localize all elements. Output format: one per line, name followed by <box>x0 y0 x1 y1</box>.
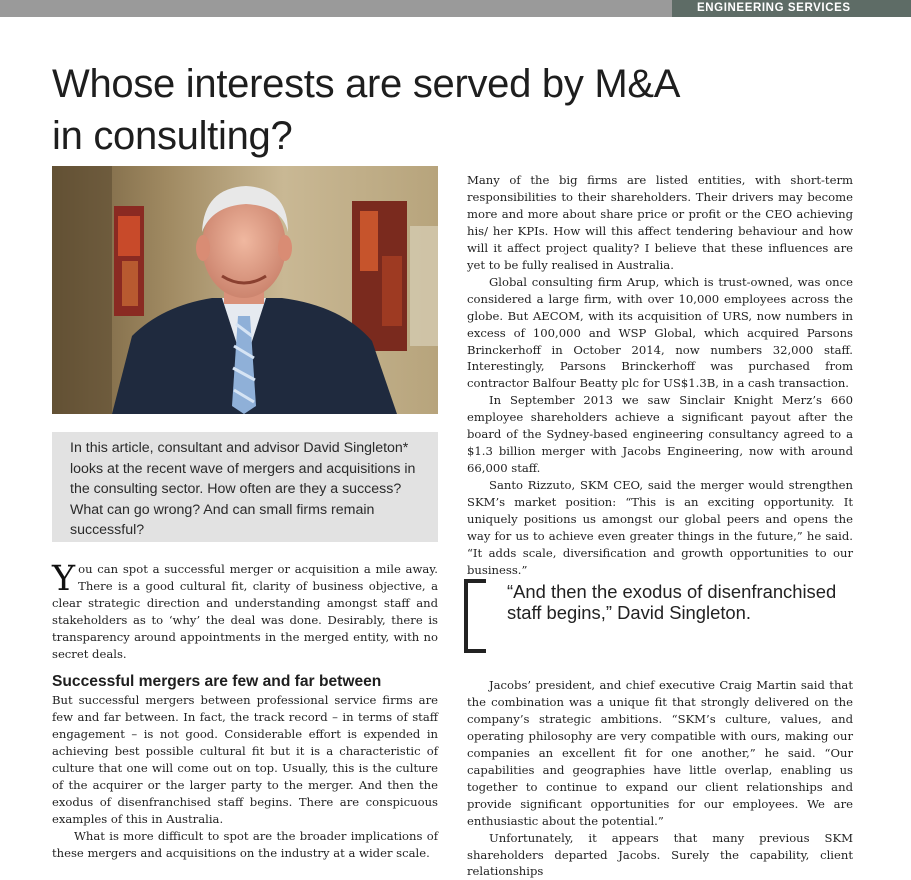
body-paragraph: In September 2013 we saw Sinclair Knight Merz’s 660 employee shareholders achieve a significant payout after the board of the Sydney-based engineering consultancy agreed to a $1.3 billion merger with Jacobs Engineering, now with around 66,000 staff. <box>467 393 853 476</box>
lead-text: ou can spot a successful merger or acquisition a mile away. There is a good cultural fit, clarity of business objective, a clear strategic direction and understanding amongst staff and stakeholders as to ‘why’ the deal was done. Desirably, there is transparency around appointments in the merged entity, with no secret deals. <box>52 562 438 661</box>
pull-quote <box>464 577 856 661</box>
right-column-body-bottom <box>467 677 853 880</box>
left-column-body <box>52 692 438 862</box>
title-line-1: Whose interests are served by M&A <box>52 62 681 106</box>
body-paragraph: Global consulting firm Arup, which is trust-owned, was once considered a large firm, with over 10,000 employees across the globe. But AECOM, with its acquisition of URS, now numbers in excess of 100,000 and WSP Global, which acquired Parsons Brinckerhoff in October 2014, now numbers 32,000 staff. Interestingly, Parsons Brinckerhoff was purchased from contractor Balfour Beatty plc for US$1.3B, in a cash transaction. <box>467 274 853 391</box>
body-paragraph: Unfortunately, it appears that many previous SKM shareholders departed Jacobs. Surely the capability, client relationships <box>467 830 853 879</box>
quote-bracket <box>464 579 486 653</box>
body-paragraph: But successful mergers between professional service firms are few and far between. In fact, the track record – in terms of staff engagement – is not good. Considerable effort is expended in achieving best possible cultural fit but it is a characteristic of culture that one will come out on top. Usually, this is the culture of the acquirer or the larger party to the merger. And then the exodus of disenfranchised staff begins. There are conspicuous examples of this in Australia. <box>52 693 438 826</box>
standfirst-box: In this article, consultant and advisor David Singleton* looks at the recent wave of mergers and acquisitions in the consulting sector. How often are they a success? What can go wrong? And can small firms remain successful? <box>52 432 438 542</box>
title-line-2: in consulting? <box>52 114 293 158</box>
right-column-body-top <box>467 172 853 579</box>
body-paragraph: Many of the big firms are listed entities, with short-term responsibilities to their shareholders. Their drivers may become more and more about share price or profit or the CEO achieving his/ her KPIs. How will this affect tendering behaviour and how will it affect project quality? I believe that these influences are yet to be fully realised in Australia. <box>467 173 853 272</box>
header-rule <box>0 0 672 17</box>
section-label: ENGINEERING SERVICES <box>672 0 911 17</box>
drop-cap: Y <box>52 559 76 599</box>
article-title <box>52 58 792 162</box>
pull-quote-text: “And then the exodus of disenfranchised staff begins,” David Singleton. <box>507 581 837 623</box>
lead-paragraph <box>52 561 438 663</box>
body-paragraph: What is more difficult to spot are the broader implications of these mergers and acquisitions on the industry at a wider scale. <box>52 828 438 860</box>
author-photo <box>52 166 438 414</box>
body-paragraph: Jacobs’ president, and chief executive Craig Martin said that the combination was a unique fit that strongly delivered on the company’s strategic ambitions. “SKM’s culture, values, and operating philosophy are very compatible with ours, making our companies an excellent fit for one another,” he said. “Our capabilities and geographies have little overlap, enabling us together to continue to expand our client relationships and provide significant opportunities for our employees. We are enthusiastic about the potential.” <box>467 678 853 828</box>
section-subhead: Successful mergers are few and far between <box>52 673 382 690</box>
body-paragraph: Santo Rizzuto, SKM CEO, said the merger would strengthen SKM’s market position: “This is an exciting opportunity. It uniquely positions us amongst our global peers and opens the way for us to achieve even greater things in the future,” he said. “It adds scale, diversification and growth opportunities to our business.” <box>467 478 853 577</box>
